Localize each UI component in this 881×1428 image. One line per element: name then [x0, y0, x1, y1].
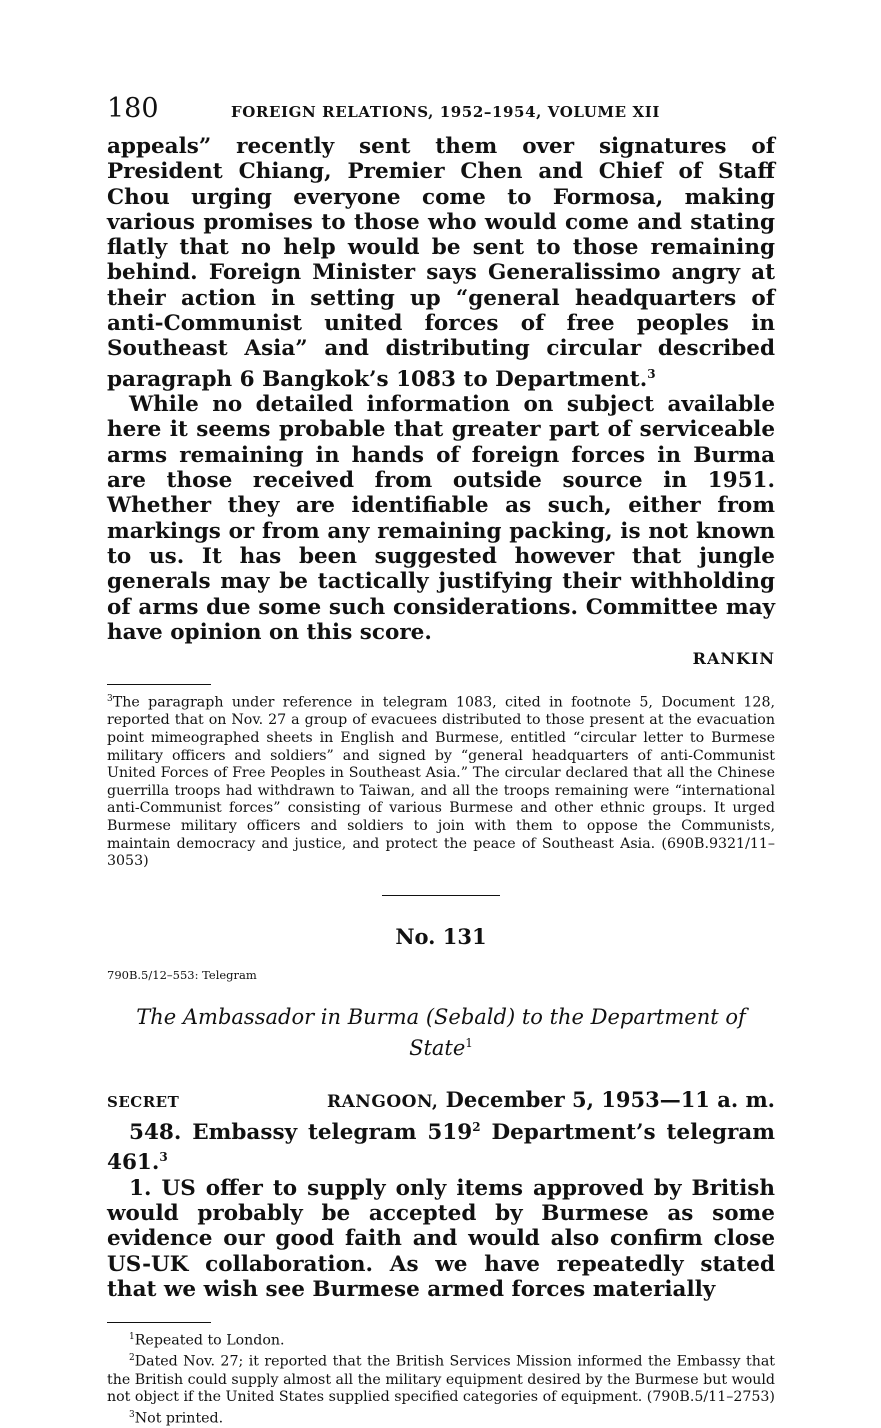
file-reference: 790B.5/12–553: Telegram — [107, 967, 257, 982]
section-divider — [382, 895, 500, 896]
footnote-divider — [107, 684, 211, 685]
footnote: $^3$Not printed. — [129, 1410, 224, 1427]
page — [107, 92, 775, 1428]
document-title: The Ambassador in Burma (Sebald) to the Department of State$^1$ — [136, 1004, 746, 1060]
body-paragraph: 548. Embassy telegram $519^2$ Department’s telegram 461.$^3$ — [107, 1119, 775, 1176]
footnote: $^3$The paragraph under reference in telegram 1083, cited in footnote 5, Document 128, reported that on Nov. 27 a group of evacuees distributed to those present at the evacuation point mimeographed sheets in English and Burmese, entitled “circular letter to Burmese military officers and soldiers” and signed by “general headquarters of anti-Communist United Forces of Free Peoples in Southeast Asia.” The circular declared that all the Chinese guerrilla troops had withdrawn to Taiwan, and all the troops remaining were “international anti-Communist forces” consisting of various Burmese and other ethnic groups. It urged Burmese military officers and soldiers to join with them to oppose the Communists, maintain democracy and justice, and protect the peace of Southeast Asia. (690B.9321/11–3053) — [107, 694, 775, 870]
body-paragraph: While no detailed information on subject available here it seems probable that greater part of serviceable arms remaining in hands of foreign forces in Burma are those received from outside source in 1951. Whether they are identifiable as such, either from markings or from any remaining packing, is not known to us. It has been suggested however that jungle generals may be tactically justifying their withholding of arms due some such considerations. Committee may have opinion on this score. — [107, 392, 775, 645]
footnote: $^2$Dated Nov. 27; it reported that the British Services Mission informed the Embassy that the British could supply almost all the military equipment desired by the Burmese but would not object if the United States supplied specified categories of equipment. (790B.5/11–2753) — [107, 1353, 775, 1406]
dateline — [107, 1087, 775, 1115]
place-date: RANGOON, December 5, 1953—11 a. m. — [326, 1086, 775, 1112]
footnotes — [107, 1329, 775, 1428]
footnote-ref: 1 — [465, 1035, 473, 1050]
document-number: No. 131 — [395, 923, 487, 949]
signature: RANKIN — [692, 649, 775, 669]
footnote-ref: 3 — [647, 366, 656, 381]
page-header — [107, 92, 775, 134]
footnote: $^1$Repeated to London. — [129, 1332, 285, 1349]
body-paragraph: 1. US offer to supply only items approved by British would probably be accepted by Burmese as some evidence our good faith and would also confirm close US-UK collaboration. As we have repeatedly stated that we wish see Burmese armed forces materially — [107, 1175, 775, 1302]
page-number: 180 — [107, 93, 159, 124]
continuation-paragraph: appeals” recently sent them over signatures of President Chiang, Premier Chen and Chief of Staff Chou urging everyone come to Formosa, making various promises to those who would come and stating flatly that no help would be sent to those remaining behind. Foreign Minister says Generalissimo angry at their action in setting up “general headquarters of anti-Communist united forces of free peoples in Southeast Asia” and distributing circular described paragraph 6 Bangkok’s 1083 to Department.$^3$ — [107, 134, 775, 392]
footnote-divider — [107, 1322, 211, 1323]
running-head: FOREIGN RELATIONS, 1952–1954, VOLUME XII — [231, 103, 660, 121]
classification: SECRET — [107, 1092, 180, 1111]
